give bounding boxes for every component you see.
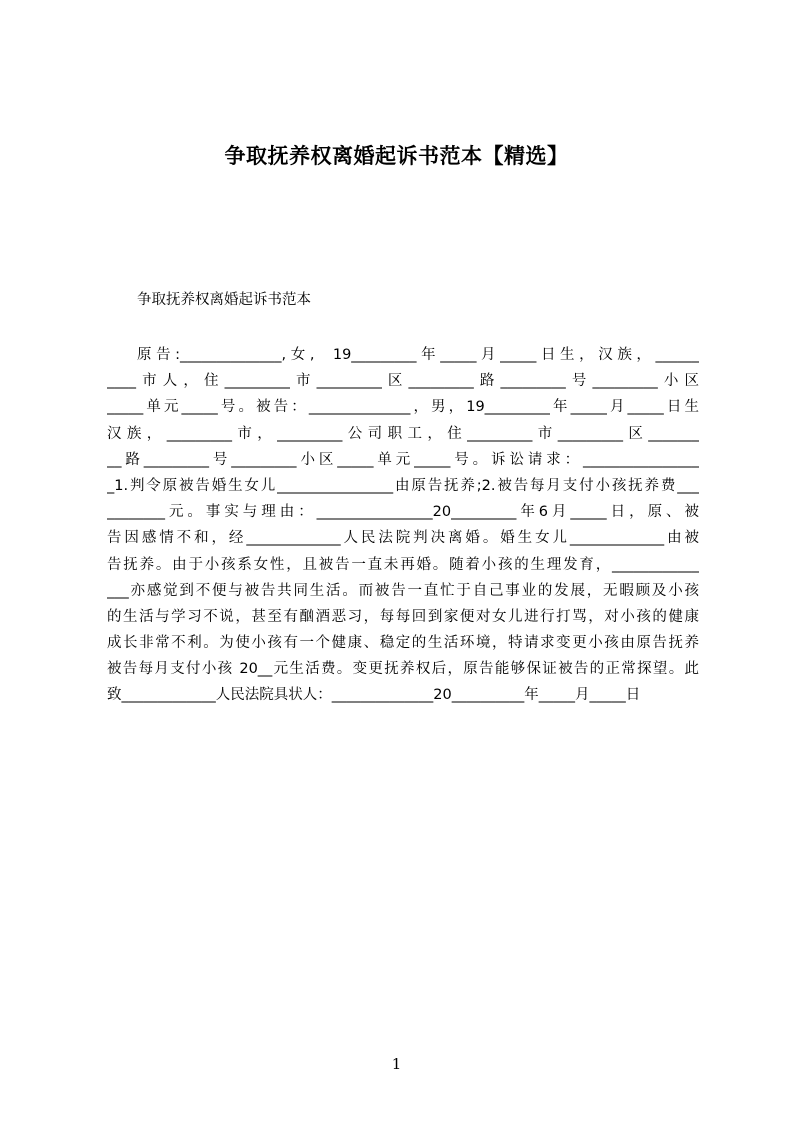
body-line: ________元。事实与理由：________________20_________年6月_____日，原、被 (107, 504, 699, 521)
body-line: 原告:______________,女, 19_________年_____月_____日生，汉族，______ (137, 347, 699, 363)
body-line: 告抚养。由于小孩系女性，且被告一直未再婚。随着小孩的生理发育，____________ (107, 556, 699, 573)
body-line: ____市人，住_________市_________区_________路_________号_________小区 (107, 373, 699, 390)
body-line: __路_________号_________小区_____单元_____号。诉讼请求：________________ (107, 451, 699, 468)
body-line: ___亦感觉到不便与被告共同生活。而被告一直忙于自己事业的发展，无暇顾及小孩 (107, 582, 699, 599)
body-line: 的生活与学习不说，甚至有酗酒恶习，每每回到家便对女儿进行打骂，对小孩的健康 (107, 608, 699, 625)
body-line: 致_____________人民法院具状人：______________20__________年_____月_____日 (107, 687, 641, 704)
body-line: 汉族，_________市，_________公司职工，住_________市_________区_______ (107, 425, 699, 442)
body-line: 被告每月支付小孩 20__元生活费。变更抚养权后，原告能够保证被告的正常探望。此 (107, 661, 699, 678)
document-subtitle: 争取抚养权离婚起诉书范本 (137, 292, 311, 308)
body-line: _____单元_____号。被告：______________，男，19_________年_____月_____日生 (107, 399, 699, 416)
page-number: 1 (391, 1055, 402, 1073)
document-body (107, 342, 699, 709)
document-title: 争取抚养权离婚起诉书范本【精选】 (224, 144, 569, 168)
body-line: 告因感情不和，经_____________人民法院判决离婚。婚生女儿_____________由被 (107, 530, 699, 547)
body-line: _1.判令原被告婚生女儿________________由原告抚养;2.被告每月支付小孩抚养费___ (107, 477, 699, 494)
body-line: 成长非常不利。为使小孩有一个健康、稳定的生活环境，特请求变更小孩由原告抚养 (107, 635, 699, 652)
